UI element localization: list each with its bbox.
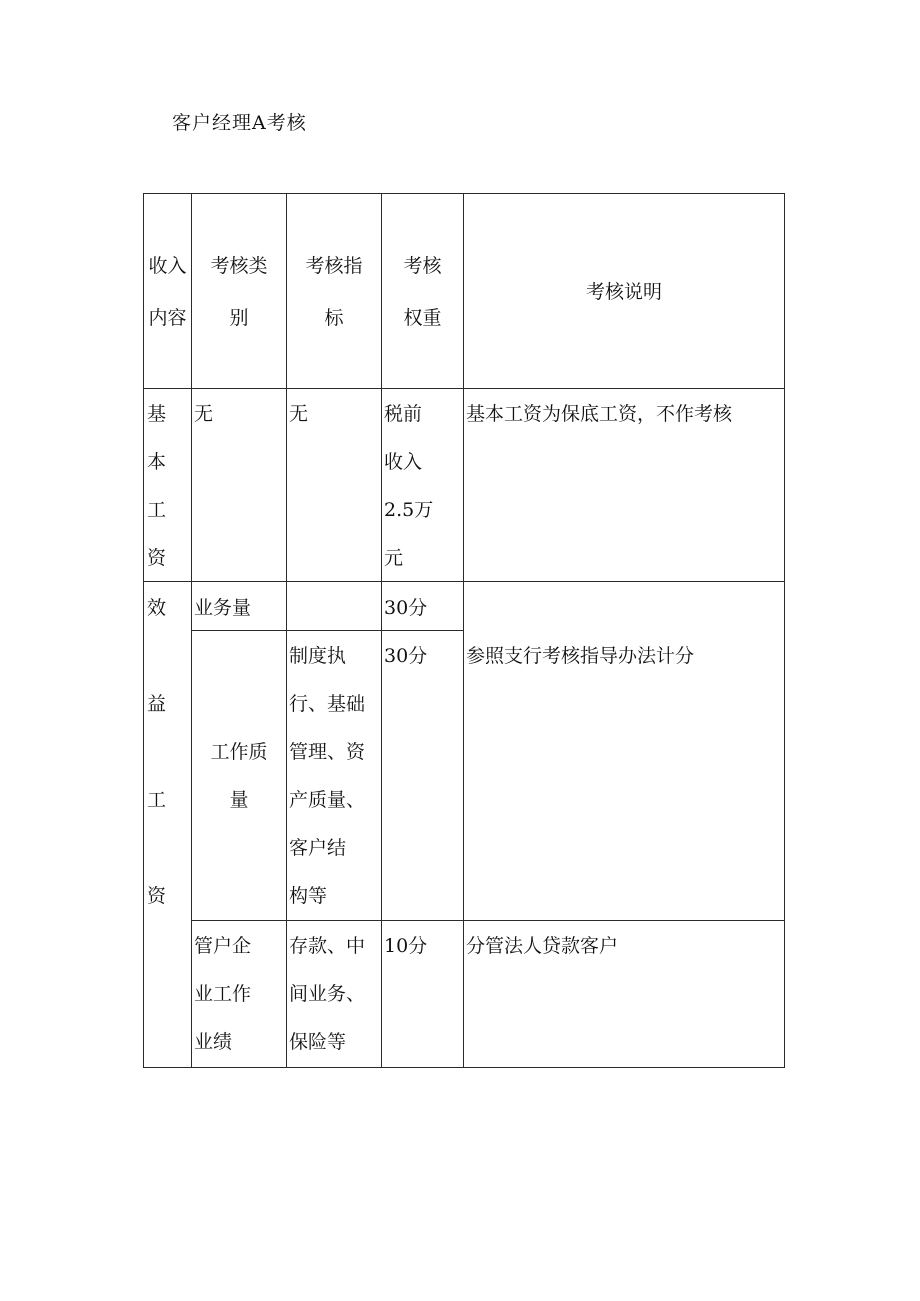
assessment-table (143, 193, 785, 1068)
document-title: 客户经理A考核 (172, 112, 307, 134)
basic-salary-description: 基本工资为保底工资，不作考核 (466, 403, 733, 425)
header-assessment-description: 考核说明 (585, 281, 662, 303)
basic-salary-indicator: 无 (289, 403, 309, 425)
managed-enterprise-indicator: 存款、中 间业务、 保险等 (289, 935, 366, 1053)
managed-enterprise-weight: 10分 (384, 935, 428, 957)
work-quality-category: 工作质 量 (210, 741, 268, 811)
row-divider (191, 920, 784, 921)
header-assessment-weight: 考核 权重 (403, 255, 442, 329)
managed-enterprise-description: 分管法人贷款客户 (466, 935, 619, 957)
basic-salary-category: 无 (194, 403, 214, 425)
header-assessment-indicator: 考核指 标 (305, 255, 363, 329)
work-quality-weight: 30分 (384, 645, 428, 667)
row-divider (144, 581, 784, 582)
work-quality-indicator: 制度执 行、基础 管理、资 产质量、 客户结 构等 (289, 645, 366, 907)
business-volume-category: 业务量 (194, 597, 252, 619)
row-divider (144, 388, 784, 389)
performance-salary-description: 参照支行考核指导办法计分 (466, 645, 695, 667)
header-assessment-category: 考核类 别 (210, 255, 268, 329)
basic-salary-income-label: 基 本 工 资 (147, 403, 167, 569)
managed-enterprise-category: 管户企 业工作 业绩 (194, 935, 252, 1053)
business-volume-weight: 30分 (384, 597, 428, 619)
header-income-content: 收入 内容 (148, 255, 187, 329)
basic-salary-weight: 税前 收入 2.5万 元 (384, 403, 434, 569)
performance-salary-income-label: 效 益 工 资 (147, 597, 167, 907)
